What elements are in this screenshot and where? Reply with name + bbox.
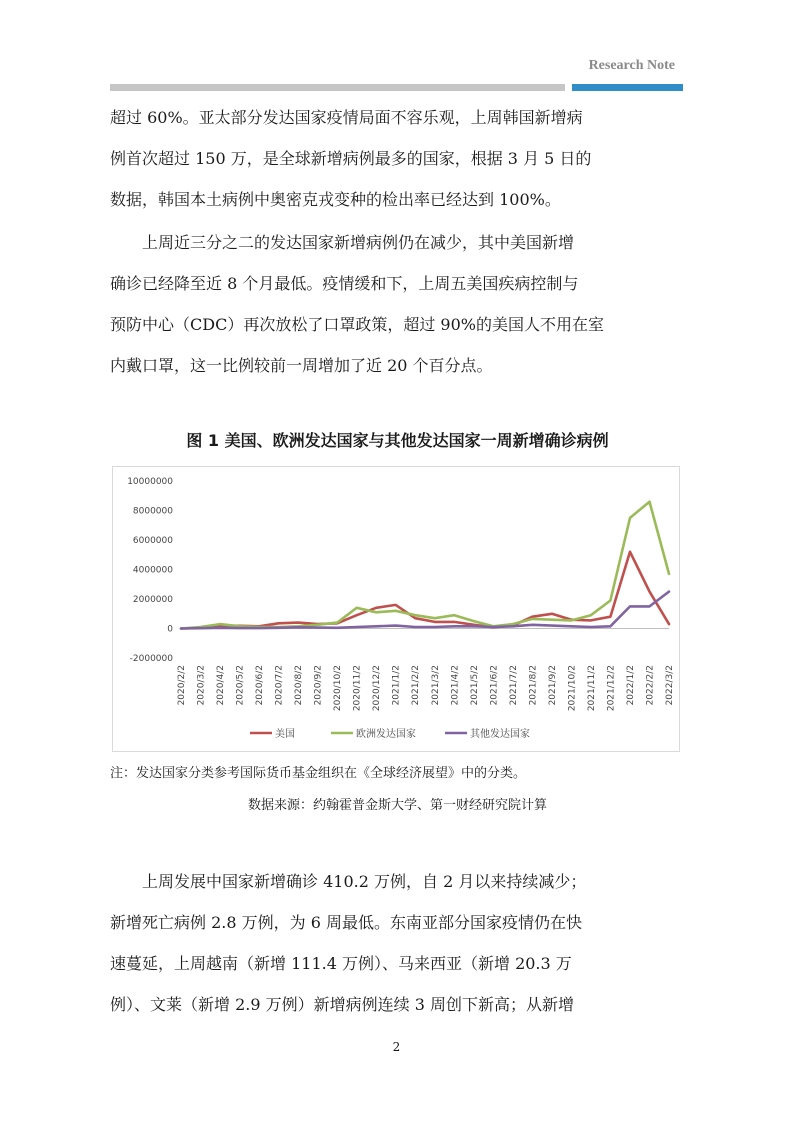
- x-tick-label: 2020/3/2: [196, 665, 207, 706]
- figure-note: 注：发达国家分类参考国际货币基金组织在《全球经济展望》中的分类。: [110, 766, 527, 781]
- x-tick-label: 2021/4/2: [450, 665, 461, 706]
- series-line-2: [181, 502, 669, 629]
- y-tick-label: 0: [167, 624, 173, 635]
- x-tick-label: 2022/2/2: [645, 665, 656, 706]
- y-tick-label: 2000000: [132, 595, 173, 605]
- paragraph-1-line: 例首次超过 150 万，是全球新增病例最多的国家，根据 3 月 5 日的: [110, 149, 592, 168]
- header-bar-blue: [572, 84, 683, 91]
- paragraph-1: [110, 97, 685, 220]
- x-tick-label: 2021/8/2: [528, 665, 539, 706]
- x-tick-label: 2020/11/2: [352, 665, 363, 712]
- y-tick-label: 8000000: [132, 506, 173, 517]
- header-title: Research Note: [588, 58, 675, 73]
- x-tick-label: 2022/3/2: [665, 665, 675, 706]
- x-tick-label: 2020/5/2: [235, 665, 246, 706]
- y-tick-label: -2000000: [129, 654, 173, 664]
- header-bar-gray: [110, 84, 565, 91]
- paragraph-3: [110, 861, 685, 1025]
- x-tick-label: 2020/9/2: [313, 665, 324, 706]
- paragraph-3-line: 速蔓延，上周越南（新增 111.4 万例）、马来西亚（新增 20.3 万: [110, 954, 572, 973]
- y-tick-label: 6000000: [132, 536, 173, 546]
- x-tick-label: 2020/12/2: [372, 665, 383, 712]
- x-tick-label: 2020/4/2: [216, 665, 227, 706]
- x-tick-label: 2021/7/2: [508, 665, 519, 706]
- x-tick-label: 2021/9/2: [547, 665, 558, 706]
- x-tick-label: 2021/6/2: [489, 665, 500, 706]
- x-tick-label: 2021/10/2: [567, 665, 578, 712]
- y-tick-label: 4000000: [132, 565, 173, 576]
- paragraph-2-line: 确诊已经降至近 8 个月最低。疫情缓和下，上周五美国疾病控制与: [110, 274, 579, 293]
- figure-title: 图 1 美国、欧洲发达国家与其他发达国家一周新增确诊病例: [186, 431, 609, 450]
- x-tick-label: 2020/10/2: [333, 665, 344, 712]
- paragraph-1-line: 超过 60%。亚太部分发达国家疫情局面不容乐观，上周韩国新增病: [110, 108, 583, 127]
- paragraph-2: [110, 222, 685, 386]
- figure-source: 数据来源：约翰霍普金斯大学、第一财经研究院计算: [247, 798, 547, 813]
- x-tick-label: 2021/11/2: [586, 665, 597, 712]
- x-tick-label: 2021/12/2: [606, 665, 617, 712]
- x-tick-label: 2020/2/2: [177, 665, 187, 706]
- x-tick-label: 2021/3/2: [430, 665, 441, 706]
- paragraph-1-line: 数据，韩国本土病例中奥密克戎变种的检出率已经达到 100%。: [110, 190, 561, 209]
- x-tick-label: 2020/6/2: [255, 665, 266, 706]
- chart-container: [112, 466, 680, 752]
- legend-label: 美国: [275, 729, 295, 740]
- x-tick-label: 2020/7/2: [274, 665, 285, 706]
- legend-label: 其他发达国家: [470, 729, 530, 740]
- x-tick-label: 2022/1/2: [625, 665, 636, 706]
- paragraph-2-line: 上周近三分之二的发达国家新增病例仍在减少，其中美国新增: [110, 233, 575, 252]
- y-tick-label: 10000000: [127, 477, 173, 487]
- x-tick-label: 2021/5/2: [469, 665, 480, 706]
- x-tick-label: 2021/1/2: [391, 665, 402, 706]
- line-chart: [113, 467, 679, 751]
- paragraph-3-line: 上周发展中国家新增确诊 410.2 万例，自 2 月以来持续减少；: [110, 872, 587, 891]
- x-tick-label: 2021/2/2: [411, 665, 422, 706]
- page-number: 2: [392, 1040, 401, 1054]
- x-tick-label: 2020/8/2: [294, 665, 305, 706]
- paragraph-3-line: 例）、文莱（新增 2.9 万例）新增病例连续 3 周创下新高；从新增: [110, 995, 574, 1014]
- paragraph-2-line: 内戴口罩，这一比例较前一周增加了近 20 个百分点。: [110, 356, 493, 375]
- paragraph-2-line: 预防中心（CDC）再次放松了口罩政策，超过 90%的美国人不用在室: [110, 315, 604, 334]
- legend-label: 欧洲发达国家: [356, 729, 416, 740]
- paragraph-3-line: 新增死亡病例 2.8 万例，为 6 周最低。东南亚部分国家疫情仍在快: [110, 913, 582, 932]
